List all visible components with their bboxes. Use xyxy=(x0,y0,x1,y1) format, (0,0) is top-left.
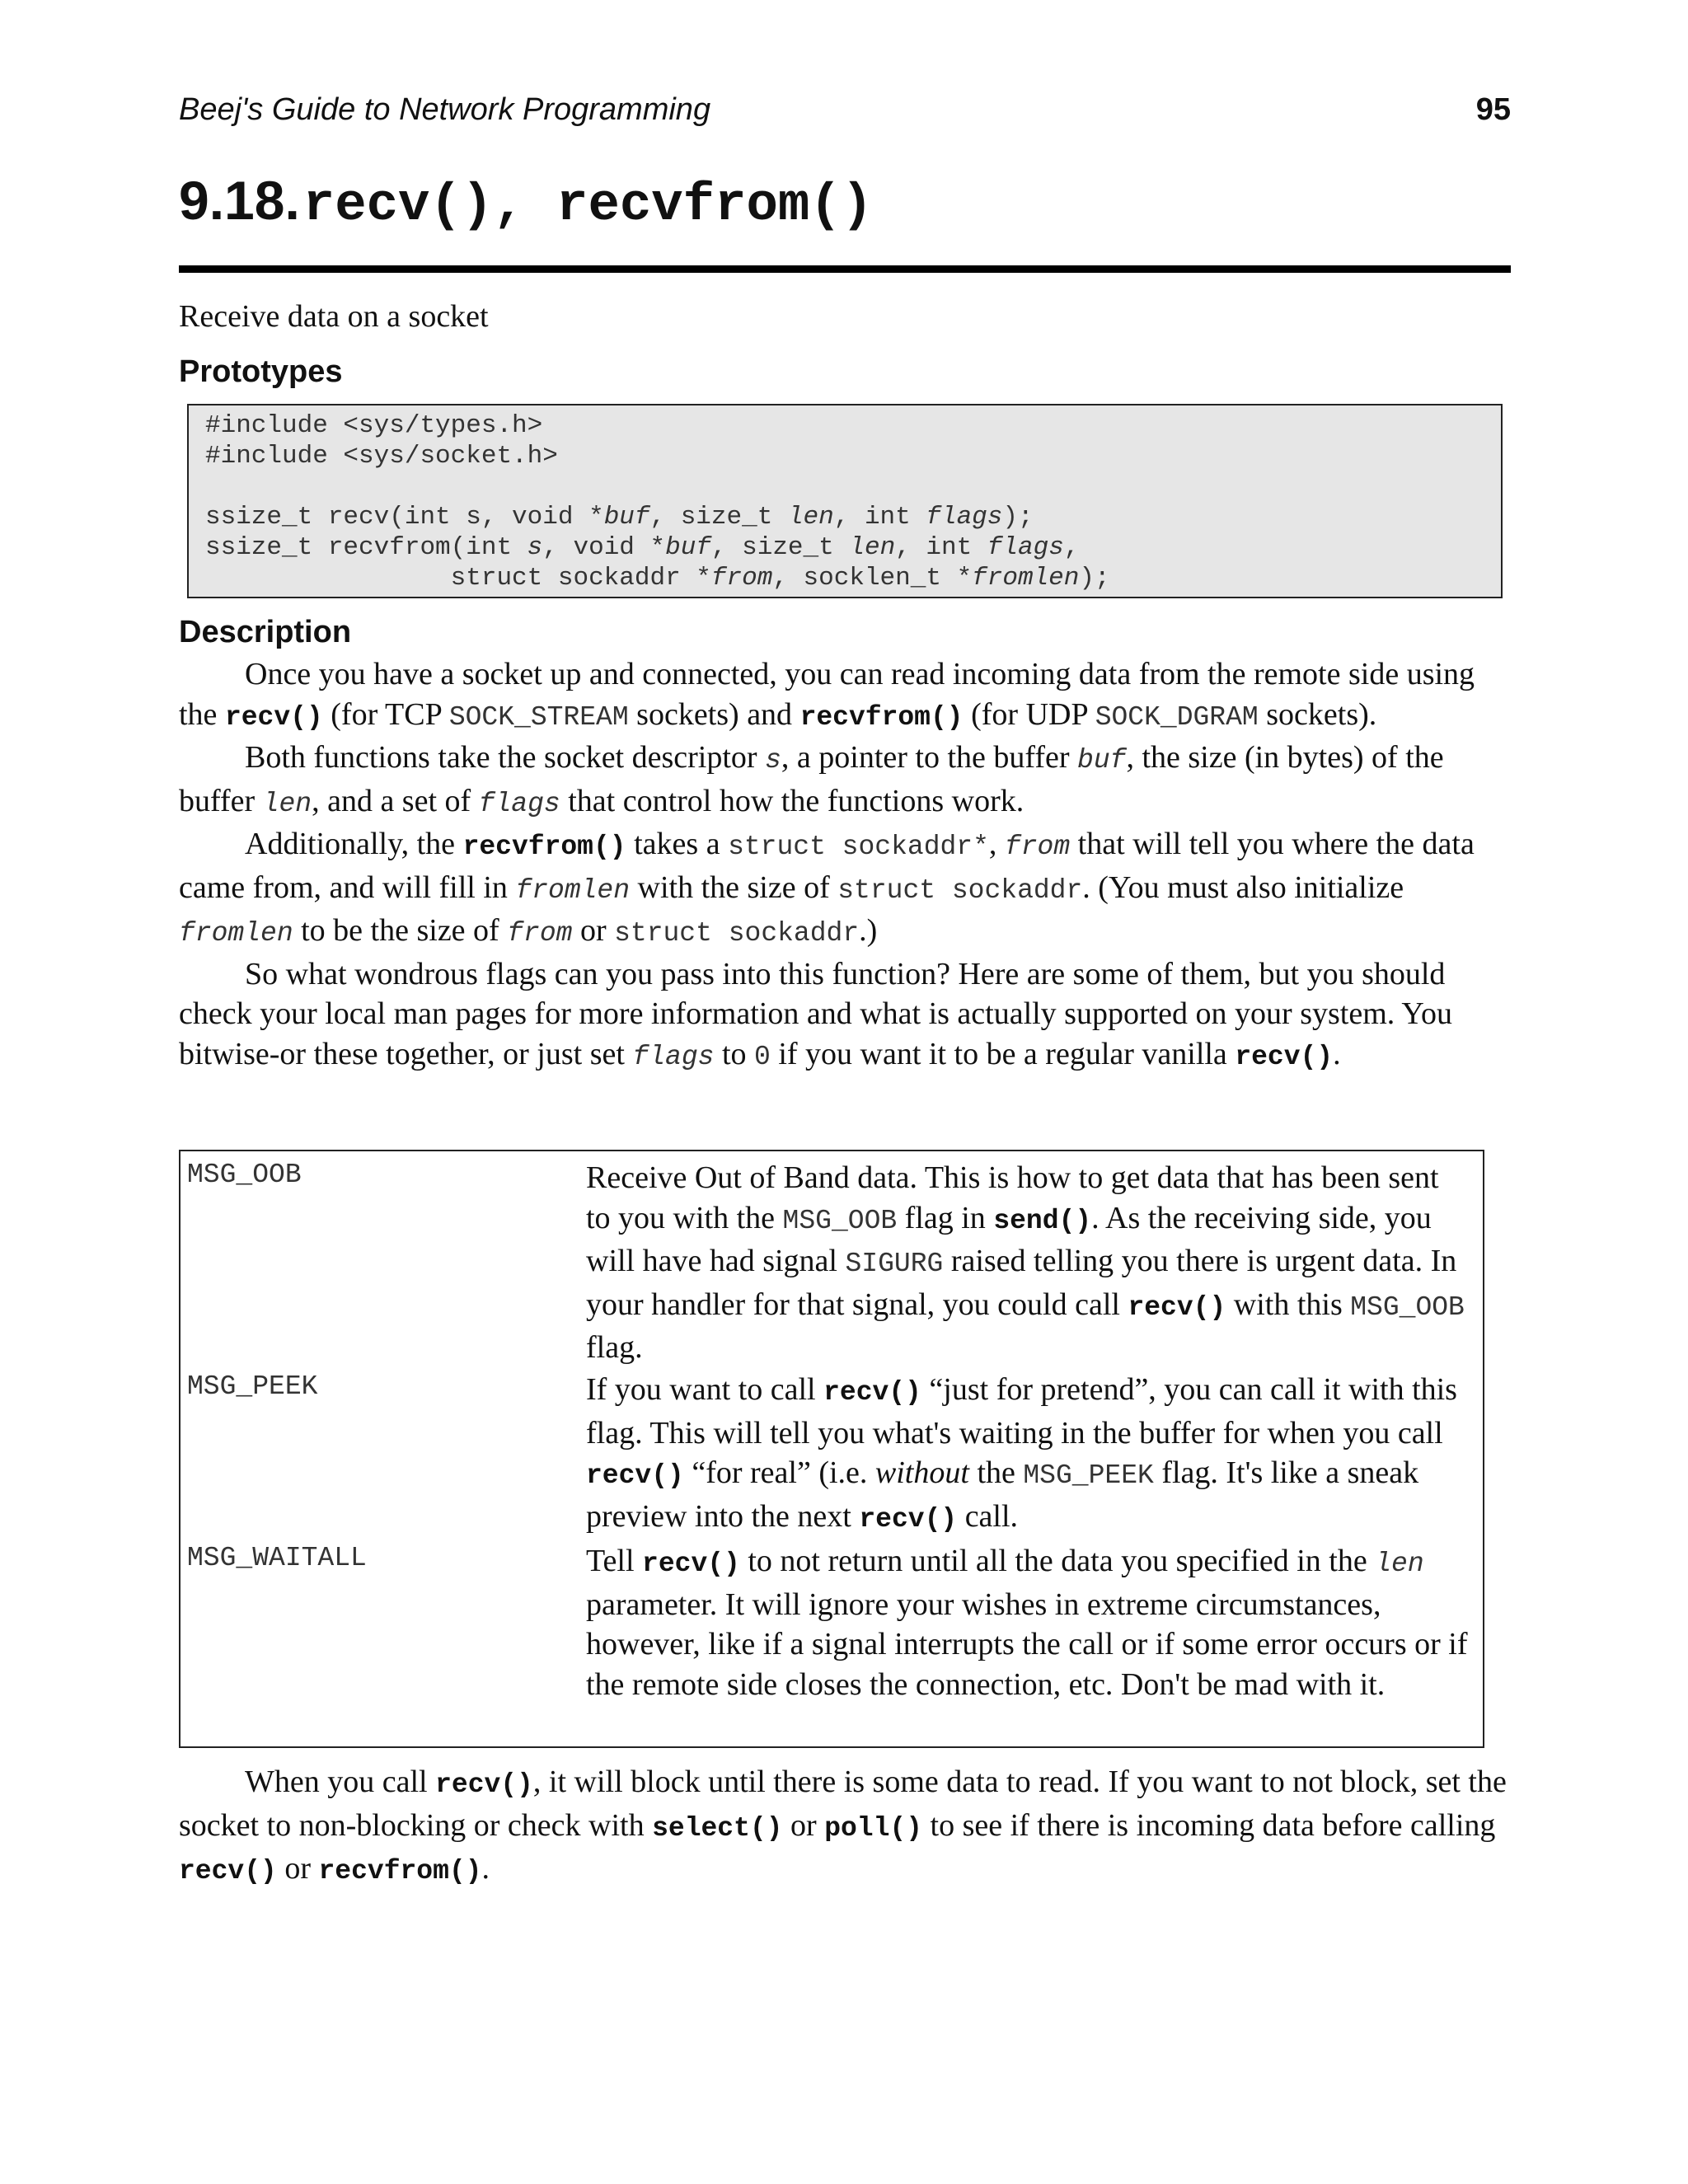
flag-name: MSG_OOB xyxy=(187,1160,302,1190)
book-title: Beej's Guide to Network Programming xyxy=(179,92,711,127)
title-rule xyxy=(179,265,1511,273)
code-text xyxy=(205,410,1110,593)
description-body xyxy=(179,654,1511,1077)
flag-description: Receive Out of Band data. This is how to get data that has been sent to you with the MSG_OOB flag in send(). As the receiving side, you will have had signal SIGURG raised telling you there is urgent data. In your handler for that signal, you could call recv() with this MSG_OOB flag. xyxy=(586,1160,1465,1365)
flags-table xyxy=(179,1150,1484,1748)
prototypes-code-block xyxy=(187,404,1503,598)
section-name: recv(), recvfrom() xyxy=(302,176,874,236)
flag-description: If you want to call recv() “just for pretend”, you can call it with this flag. This will tell you what's waiting in the buffer for when you call recv() “for real” (i.e. without the MSG_PEEK flag. It's like a sneak preview into the next recv() call. xyxy=(586,1372,1457,1535)
code-line: #include <sys/types.h> xyxy=(205,411,543,440)
paragraph: Both functions take the socket descriptor s, a pointer to the buffer buf, the size (in bytes) of the buffer len, and a set of flags that control how the functions work. xyxy=(179,740,1444,819)
paragraph: So what wondrous flags can you pass into this function? Here are some of them, but you should check your local man pages for more information and what is actually supported on your system. You bitwise-or these together, or just set flags to 0 if you want it to be a regular vanilla recv(). xyxy=(179,956,1452,1072)
section-summary: Receive data on a socket xyxy=(179,299,489,334)
page-number: 95 xyxy=(1475,92,1511,127)
paragraph: Additionally, the recvfrom() takes a struct sockaddr*, from that will tell you where the data came from, and will fill in fromlen with the size of struct sockaddr. (You must also initialize fromlen to be the size of from or struct sockaddr.) xyxy=(179,827,1475,949)
section-title xyxy=(179,169,1511,251)
section-number: 9.18. xyxy=(179,170,300,231)
closing-paragraph xyxy=(179,1762,1511,1892)
running-header xyxy=(179,92,1511,142)
paragraph: When you call recv(), it will block until there is some data to read. If you want to not block, set the socket to non-blocking or check with select() or poll() to see if there is incoming data before calling recv() or recvfrom(). xyxy=(179,1765,1507,1886)
code-line: #include <sys/socket.h> xyxy=(205,442,558,471)
code-line: ssize_t recv(int s, void *buf, size_t len, int flags); xyxy=(205,503,1034,532)
code-line: struct sockaddr *from, socklen_t *fromlen); xyxy=(205,564,1110,593)
flag-description: Tell recv() to not return until all the data you specified in the len parameter. It will ignore your wishes in extreme circumstances, however, like if a signal interrupts the call or if some error occurs or if the remote side closes the connection, etc. Don't be mad with it. xyxy=(586,1544,1468,1702)
prototypes-heading: Prototypes xyxy=(179,354,343,389)
code-line: ssize_t recvfrom(int s, void *buf, size_t len, int flags, xyxy=(205,533,1080,562)
flag-name: MSG_WAITALL xyxy=(187,1543,367,1573)
description-heading: Description xyxy=(179,615,352,649)
flag-name: MSG_PEEK xyxy=(187,1371,318,1402)
paragraph: Once you have a socket up and connected, you can read incoming data from the remote side using the recv() (for TCP SOCK_STREAM sockets) and recvfrom() (for UDP SOCK_DGRAM sockets). xyxy=(179,657,1475,733)
